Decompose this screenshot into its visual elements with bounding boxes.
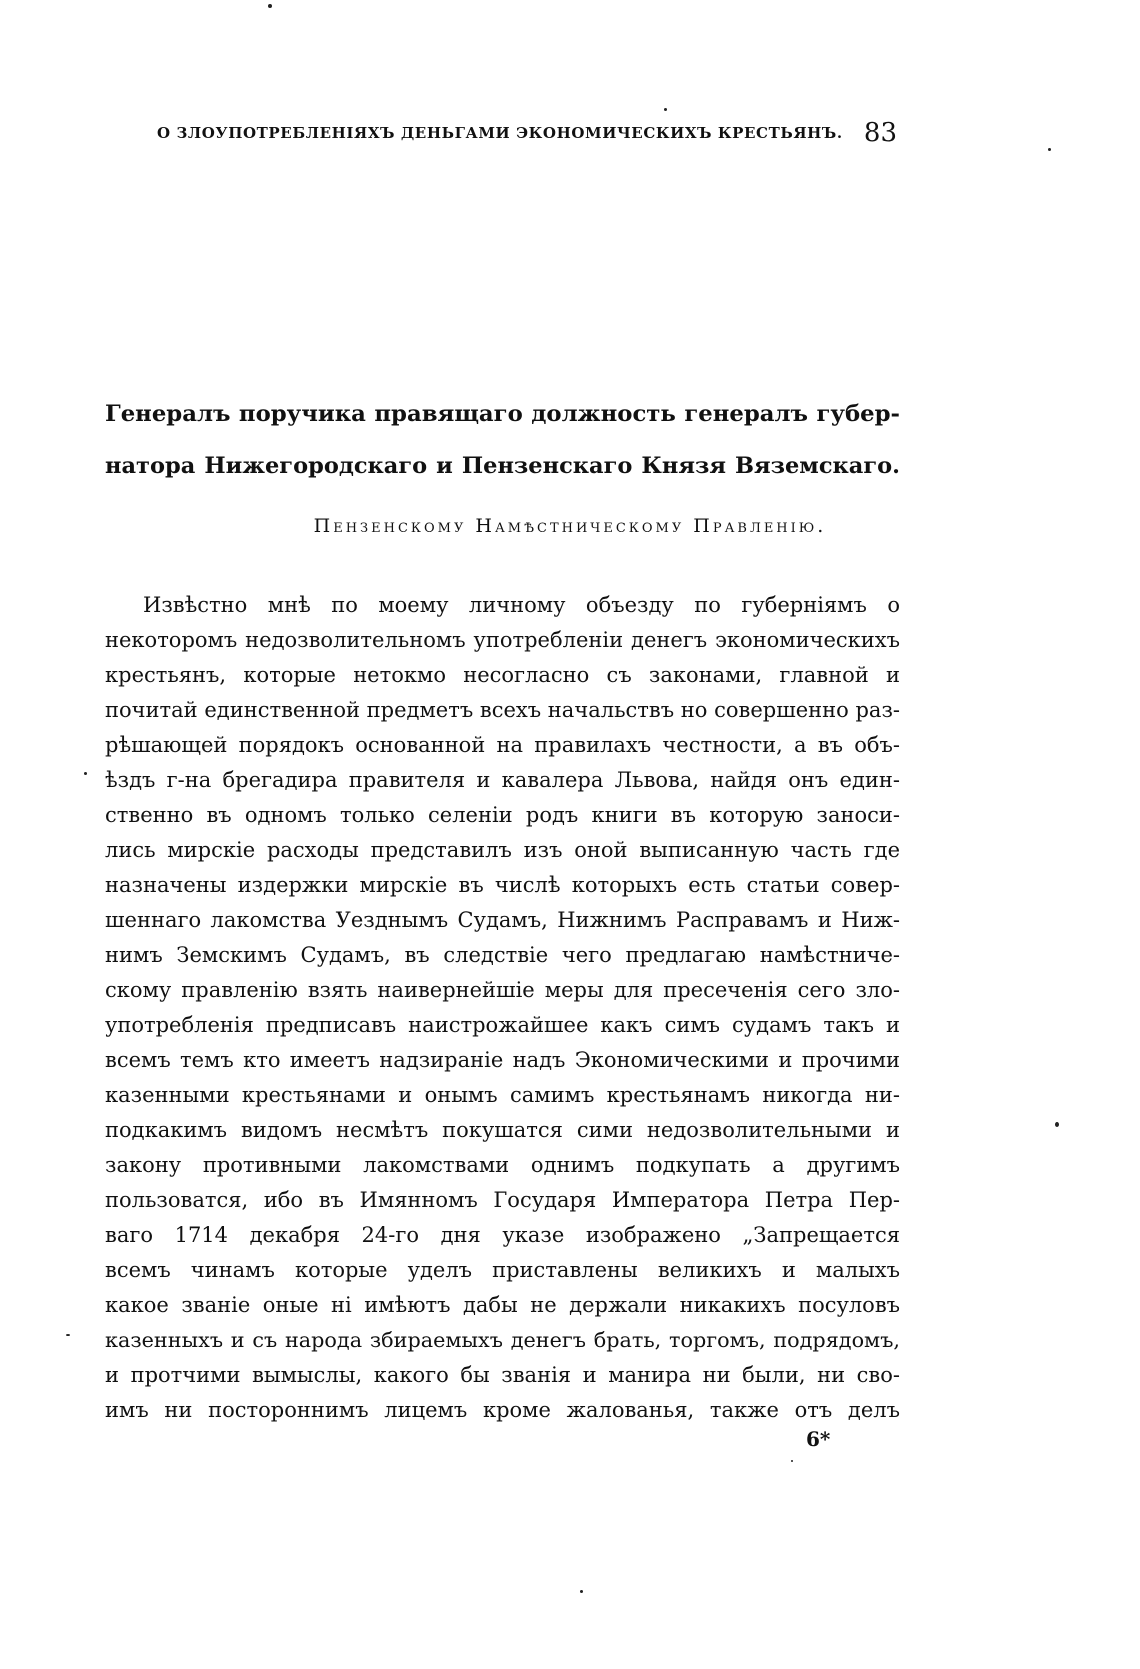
scan-speck (268, 4, 272, 8)
body-line: почитай единственной предметъ всехъ начальствъ но совершенно раз- (105, 698, 900, 722)
document-title-line-1: Генералъ поручика правящаго должность генералъ губер- (105, 401, 900, 427)
body-text (105, 588, 900, 1428)
body-line: всемъ чинамъ которые уделъ приставлены великихъ и малыхъ (105, 1258, 900, 1282)
body-line: назначены издержки мирскіе въ числѣ которыхъ есть статьи совер- (105, 873, 900, 897)
body-line: имъ ни постороннимъ лицемъ кроме жалованья, также отъ делъ (105, 1398, 900, 1422)
body-line: лись мирскіе расходы представилъ изъ оной выписанную часть где (105, 838, 900, 862)
body-line: Извѣстно мнѣ по моему личному объезду по губерніямъ о (143, 593, 900, 617)
running-head-title: О ЗЛОУПОТРЕБЛЕНІЯХЪ ДЕНЬГАМИ ЭКОНОМИЧЕСКИХЪ КРЕСТЬЯНЪ. (157, 124, 843, 142)
signature-mark: 6* (806, 1427, 831, 1451)
recipient-heading: Пензенскому Намѣстническому Правленію. (313, 515, 827, 537)
body-line: крестьянъ, которые нетокмо несогласно съ законами, главной и (105, 663, 900, 687)
body-line: шеннаго лакомства Уезднымъ Судамъ, Нижнимъ Расправамъ и Ниж- (105, 908, 900, 932)
body-line: скому правленію взять наивернейшіе меры для пресеченія сего зло- (105, 978, 900, 1002)
body-line: какое званіе оные ні имѣютъ дабы не держали никакихъ посуловъ (105, 1293, 900, 1317)
document-title-line-2: натора Нижегородскаго и Пензенскаго Князя Вяземскаго. (105, 453, 900, 479)
scan-speck (1055, 1122, 1059, 1127)
scan-speck (84, 772, 87, 775)
body-line: всемъ темъ кто имеетъ надзираніе надъ Экономическими и прочими (105, 1048, 900, 1072)
body-line: и протчими вымыслы, какого бы званія и манира ни были, ни сво- (105, 1363, 900, 1387)
page-number: 83 (863, 118, 897, 148)
scan-speck (580, 1590, 583, 1593)
body-line: нимъ Земскимъ Судамъ, въ следствіе чего предлагаю намѣстниче- (105, 943, 900, 967)
body-line: казенными крестьянами и онымъ самимъ крестьянамъ никогда ни- (105, 1083, 900, 1107)
scan-speck (1048, 148, 1051, 151)
scan-speck (66, 1334, 70, 1336)
body-line: ѣздъ г-на брегадира правителя и кавалера Львова, найдя онъ един- (105, 768, 900, 792)
body-line: пользоватся, ибо въ Имянномъ Государя Императора Петра Пер- (105, 1188, 900, 1212)
body-line: рѣшающей порядокъ основанной на правилахъ честности, а въ объ- (105, 733, 900, 757)
body-line: ственно въ одномъ только селеніи родъ книги въ которую заноси- (105, 803, 900, 827)
document-title (105, 388, 900, 492)
body-line: закону противными лакомствами однимъ подкупать а другимъ (105, 1153, 900, 1177)
running-head (157, 118, 897, 152)
body-line: употребленія предписавъ наистрожайшее какъ симъ судамъ такъ и (105, 1013, 900, 1037)
scan-speck (664, 108, 667, 111)
body-line: некоторомъ недозволительномъ употребленіи денегъ экономическихъ (105, 628, 900, 652)
body-line: ваго 1714 декабря 24-го дня указе изображено „Запрещается (105, 1223, 900, 1247)
scan-speck (791, 1460, 793, 1462)
body-line: казенныхъ и съ народа збираемыхъ денегъ брать, торгомъ, подрядомъ, (105, 1328, 900, 1352)
body-line: подкакимъ видомъ несмѣтъ покушатся сими недозволительными и (105, 1118, 900, 1142)
